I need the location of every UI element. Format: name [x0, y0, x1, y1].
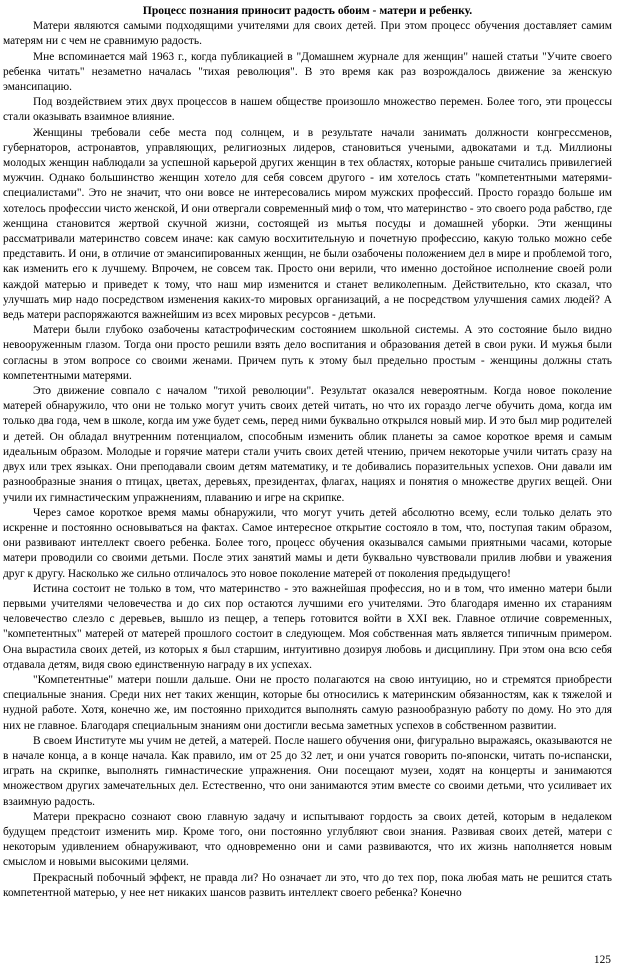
paragraph: Истина состоит не только в том, что материнство - это важнейшая профессия, но и в том, что именно матери были первыми учителями человечества и до сих пор остаются лучшими его учителями. Это благодаря именно их стараниям человечество слезло с деревьев, вышло из пещер, а теперь готовится войти в XXI век. Главное отличие современных, "компетентных" матерей от матерей прошлого состоит в следующем. Моя собственная мать является типичным примером. Она вырастила своих детей, из которых я был старшим, интуитивно дозируя любовь и дисциплину. При этом она всю себя отдавала детям, видя свою единственную награду в их успехах. [3, 582, 612, 671]
paragraph: Прекрасный побочный эффект, не правда ли? Но означает ли это, что до тех пор, пока любая мать не решится стать компетентной матерью, у нее нет никаких шансов развить интеллект своего ребенка? Конечно [3, 871, 612, 899]
paragraph: Матери являются самыми подходящими учителями для своих детей. При этом процесс обучения доставляет самим матерям ни с чем не сравнимую радость. [3, 20, 612, 48]
paragraph: Это движение совпало с началом "тихой революции". Результат оказался невероятным. Когда новое поколение матерей обнаружило, что они не только могут учить своих детей читать, но что их гораздо легче обучить дома, когда им только два года, чем в школе, когда им уже будет семь, перед ними буквально открылся новый мир. И это был мир родителей и детей. Он обладал внутренним потенциалом, способным изменить облик планеты за самое короткое время и самым идеальным образом. Молодые и горячие матери стали учить своих детей чтению, причем некоторые учили читать сразу на двух или трех языках. Они преподавали своим детям математику, и те добивались поразительных успехов. Они давали им разнообразные знания о птицах, цветах, деревьях, президентах, флагах, нациях и понятия о множестве других вещей. Они учили их гимнастическим упражнениям, плаванию и игре на скрипке. [3, 385, 612, 504]
paragraph: Через самое короткое время мамы обнаружили, что могут учить детей абсолютно всему, если только делать это искренне и постоянно основываться на фактах. Самое интересное открытие состояло в том, что, поступая таким образом, они развивают интеллект своего ребенка. Более того, процесс обучения оказывался самыми приятными часами, которые матери проводили со своими детьми. После этих занятий мамы и дети буквально чувствовали прилив любви и уважения друг к другу. Насколько же сильно отличалось это новое поколение матерей от поколения предыдущего! [3, 506, 612, 580]
paragraph: Матери прекрасно сознают свою главную задачу и испытывают гордость за своих детей, которым в недалеком будущем предстоит изменить мир. Кроме того, они постоянно углубляют свои знания. Развивая своих детей, матери с некоторым удивлением обнаруживают, что одновременно они и сами развиваются, что их жизнь наполняется новым смыслом и новыми высокими целями. [3, 810, 612, 869]
paragraph: Женщины требовали себе места под солнцем, и в результате начали занимать должности конгрессменов, губернаторов, астронавтов, управляющих, религиозных лидеров, становиться учеными, адвокатами и т.д. Миллионы молодых женщин наблюдали за успешной карьерой других женщин в тех областях, которые раньше считались привилегией мужчин. Однако большинство женщин хотело для себя совсем другого - им хотелось стать "компетентными матерями-специалистами". Это не значит, что они вовсе не интересовались миром мужских профессий. Просто гораздо больше им хотелось профессии чисто женской, И они отвергали современный миф о том, что материнство - это своего рода рабство, где женщина становится жертвой скучной жизни, состоящей из мытья посуды и домашней уборки. Эти женщины рассматривали материнство совсем иначе: как самую восхитительную и почетную профессию, какую только можно себе представить. И они, в отличие от эмансипированных женщин, не были озабочены положением дел в мире и проблемой того, как изменить его к лучшему. Впрочем, не совсем так. Просто они верили, что именно достойное исполнение своей роли каждой матерью и приведет к тому, что наш мир изменится и станет великолепным. Действительно, кто сказал, что улучшать мир надо посредством изменения каких-то мировых организаций, а не посредством улучшения самих людей? А ведь матери распоряжаются важнейшим из всех мировых ресурсов - детьми. [3, 126, 612, 322]
paragraph: Под воздействием этих двух процессов в нашем обществе произошло множество перемен. Более того, эти процессы стали оказывать взаимное влияние. [3, 96, 612, 124]
paragraph: Мне вспоминается май 1963 г., когда публикацией в "Домашнем журнале для женщин" нашей статьи "Учите своего ребенка читать" незаметно началась "тихая революция". В это время как раз возрождалось движение за женскую эмансипацию. [3, 50, 612, 94]
page-title: Процесс познания приносит радость обоим - матери и ребенку. [142, 4, 473, 17]
paragraph: В своем Институте мы учим не детей, а матерей. После нашего обучения они, фигурально выражаясь, оказываются не в начале конца, а в конце начала. Как правило, им от 25 до 32 лет, и они учатся говорить по-японски, читать по-испански, играть на скрипке, выполнять гимнастические упражнения. Они посещают музеи, ходят на концерты и занимаются множеством других замечательных дел. Естественно, что они занимаются этим вместе со своими детьми, что усиливает их взаимную радость. [3, 734, 612, 808]
paragraph: Матери были глубоко озабочены катастрофическим состоянием школьной системы. А это состояние было видно невооруженным глазом. Тогда они просто решили взять дело воспитания и образования детей в свои руки. И мужья были согласны в этом вопросе со своими женами. Причем путь к этому был предельно простым - женщины должны стать компетентными матерями. [3, 324, 612, 382]
paragraph: "Компетентные" матери пошли дальше. Они не просто полагаются на свою интуицию, но и стремятся приобрести специальные знания. Среди них нет таких женщин, которые бы относились к материнским обязанностям, как к тяжелой и нудной работе. Хотя, конечно же, им постоянно приходится выполнять самую разнообразную работу по дому. Но это для них не главное. Благодаря специальным знаниям они достигли весьма заметных успехов в собственном развитии. [3, 673, 612, 732]
page-number: 125 [593, 953, 611, 966]
